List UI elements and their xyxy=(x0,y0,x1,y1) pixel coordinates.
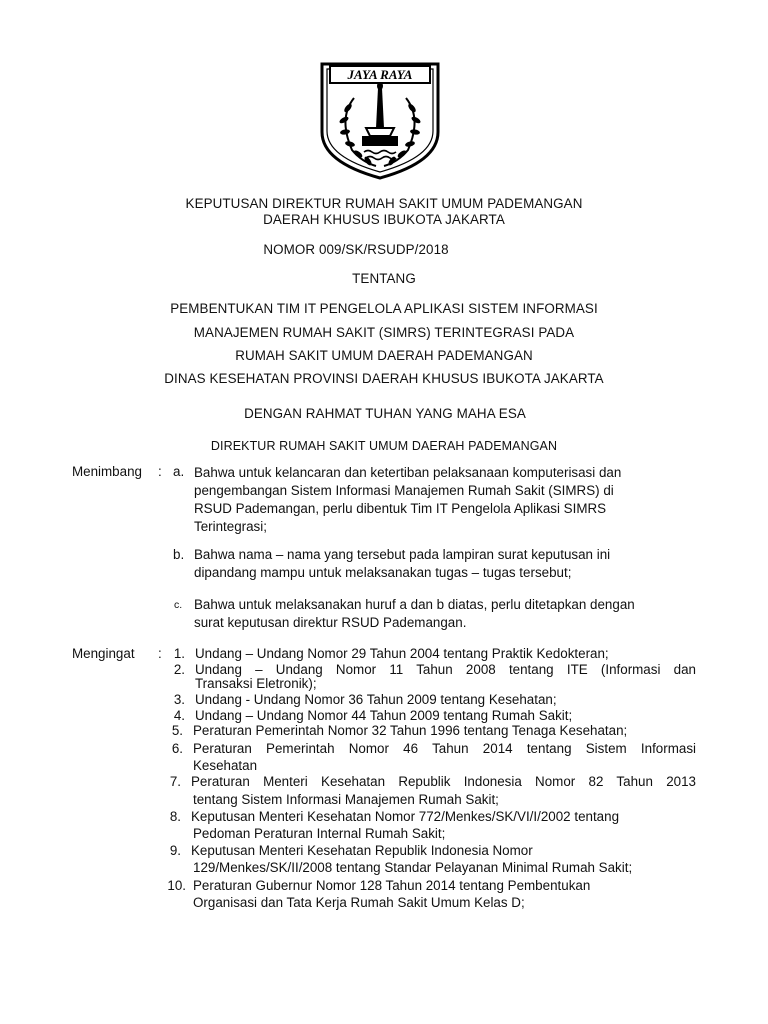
menimbang-a-line: Terintegrasi; xyxy=(194,519,267,534)
decree-number: NOMOR 009/SK/RSUDP/2018 xyxy=(263,242,449,257)
emblem-shield-icon xyxy=(318,58,442,182)
mengingat-colon: : xyxy=(158,646,162,661)
mengingat-item-4: Undang – Undang Nomor 44 Tahun 2009 tentang Rumah Sakit; xyxy=(195,708,573,723)
mengingat-number: 1. xyxy=(173,646,185,661)
mengingat-item-3: Undang - Undang Nomor 36 Tahun 2009 tentang Kesehatan; xyxy=(195,692,557,707)
subject-line-3: RUMAH SAKIT UMUM DAERAH PADEMANGAN xyxy=(235,348,533,363)
mengingat-item-6-cont: Kesehatan xyxy=(193,758,258,773)
mengingat-number: 3. xyxy=(173,692,185,707)
menimbang-c-line: surat keputusan direktur RSUD Pademangan. xyxy=(194,615,467,630)
mengingat-number: 10. xyxy=(167,878,186,893)
mengingat-item-6: Peraturan Pemerintah Nomor 46 Tahun 2014 tentang Sistem Informasi xyxy=(193,741,696,756)
menimbang-a-line: RSUD Pademangan, perlu dibentuk Tim IT Pengelola Aplikasi SIMRS xyxy=(194,501,607,516)
mengingat-number: 8. xyxy=(169,809,181,824)
menimbang-c-line: Bahwa untuk melaksanakan huruf a dan b diatas, perlu ditetapkan dengan xyxy=(194,597,635,612)
mengingat-item-2: Undang – Undang Nomor 11 Tahun 2008 tentang ITE (Informasi dan xyxy=(195,662,696,677)
mengingat-item-9: Keputusan Menteri Kesehatan Republik Indonesia Nomor xyxy=(191,843,533,858)
menimbang-b-line: dipandang mampu untuk melaksanakan tugas – tugas tersebut; xyxy=(194,565,572,580)
menimbang-a-line: pengembangan Sistem Informasi Manajemen Rumah Sakit (SIMRS) di xyxy=(194,483,614,498)
decree-title-line-1: KEPUTUSAN DIREKTUR RUMAH SAKIT UMUM PADEMANGAN xyxy=(185,196,583,211)
mengingat-item-5: Peraturan Pemerintah Nomor 32 Tahun 1996 tentang Tenaga Kesehatan; xyxy=(193,723,628,738)
subject-line-2: MANAJEMEN RUMAH SAKIT (SIMRS) TERINTEGRASI PADA xyxy=(193,325,575,340)
menimbang-colon: : xyxy=(158,464,162,479)
mengingat-item-1: Undang – Undang Nomor 29 Tahun 2004 tentang Praktik Kedokteran; xyxy=(195,646,609,661)
mengingat-number: 6. xyxy=(171,741,183,756)
menimbang-marker-c: c. xyxy=(174,599,183,611)
decree-title-line-2: DAERAH KHUSUS IBUKOTA JAKARTA xyxy=(263,212,505,227)
menimbang-label: Menimbang xyxy=(72,464,142,479)
menimbang-marker-b: b. xyxy=(173,547,185,562)
mengingat-item-8: Keputusan Menteri Kesehatan Nomor 772/Menkes/SK/VI/I/2002 tentang xyxy=(191,809,620,824)
mengingat-item-9-cont: 129/Menkes/SK/II/2008 tentang Standar Pelayanan Minimal Rumah Sakit; xyxy=(193,860,633,875)
menimbang-b-line: Bahwa nama – nama yang tersebut pada lampiran surat keputusan ini xyxy=(194,547,611,562)
menimbang-a-line: Bahwa untuk kelancaran dan ketertiban pelaksanaan komputerisasi dan xyxy=(194,465,622,480)
mengingat-number: 4. xyxy=(173,708,185,723)
mengingat-number: 2. xyxy=(173,662,185,677)
menimbang-item-a xyxy=(194,464,696,536)
jaya-raya-emblem xyxy=(318,58,442,182)
tentang-heading: TENTANG xyxy=(352,271,416,286)
mengingat-item-2-cont: Transaksi Eletronik); xyxy=(195,676,317,691)
subject-line-4: DINAS KESEHATAN PROVINSI DAERAH KHUSUS IBUKOTA JAKARTA xyxy=(164,371,604,386)
menimbang-item-b xyxy=(194,546,696,582)
mengingat-number: 7. xyxy=(169,774,181,789)
mengingat-item-7-cont: tentang Sistem Informasi Manajemen Rumah Sakit; xyxy=(193,792,499,807)
rahmat-heading: DENGAN RAHMAT TUHAN YANG MAHA ESA xyxy=(244,406,526,421)
mengingat-number: 5. xyxy=(171,723,183,738)
mengingat-item-10: Peraturan Gubernur Nomor 128 Tahun 2014 tentang Pembentukan xyxy=(193,878,591,893)
menimbang-marker-a: a. xyxy=(173,464,185,479)
direktur-heading: DIREKTUR RUMAH SAKIT UMUM DAERAH PADEMANGAN xyxy=(210,439,558,453)
subject-line-1: PEMBENTUKAN TIM IT PENGELOLA APLIKASI SISTEM INFORMASI xyxy=(170,301,598,316)
mengingat-number: 9. xyxy=(169,843,181,858)
svg-text:JAYA RAYA: JAYA RAYA xyxy=(347,67,413,82)
menimbang-item-c xyxy=(194,596,696,632)
mengingat-item-10-cont: Organisasi dan Tata Kerja Rumah Sakit Umum Kelas D; xyxy=(193,895,525,910)
mengingat-item-8-cont: Pedoman Peraturan Internal Rumah Sakit; xyxy=(193,826,446,841)
mengingat-item-7: Peraturan Menteri Kesehatan Republik Indonesia Nomor 82 Tahun 2013 xyxy=(191,774,696,789)
mengingat-label: Mengingat xyxy=(72,646,135,661)
